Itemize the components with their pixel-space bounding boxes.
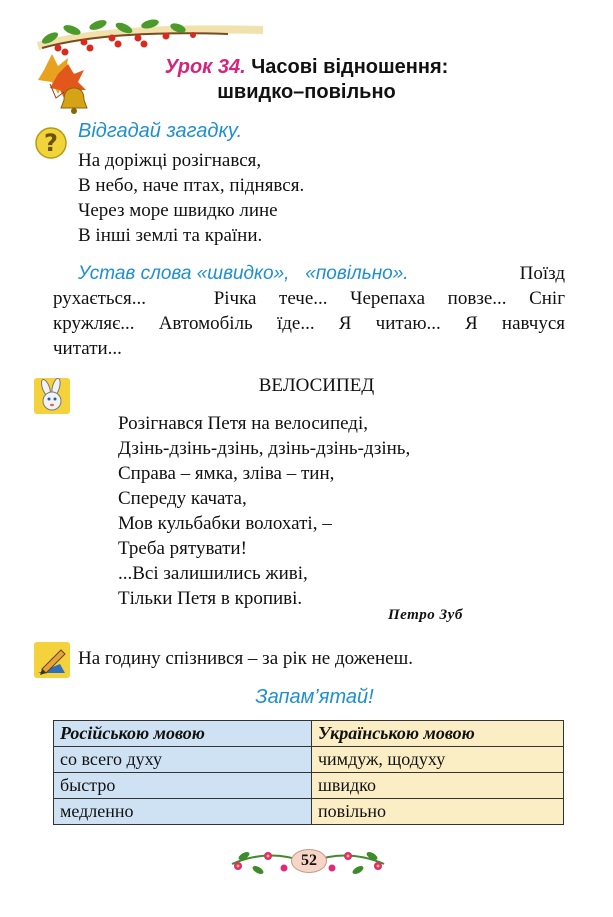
- lesson-title-line-1: [0, 56, 613, 79]
- translation-table: [53, 720, 564, 825]
- riddle-line: В інші землі та країни.: [78, 225, 263, 246]
- poem-line: Спереду качата,: [118, 488, 247, 509]
- table-header-ukrainian: Українською мовою: [312, 721, 564, 747]
- riddle-instruction: Відгадай загадку.: [78, 120, 243, 142]
- table-cell-russian: медленно: [54, 799, 312, 825]
- poem-line: Дзінь-дзінь-дзінь, дзінь-дзінь-дзінь,: [118, 438, 411, 459]
- riddle-text: [78, 148, 304, 248]
- poem-title: ВЕЛОСИПЕД: [258, 375, 375, 396]
- poem-line: Мов кульбабки волохаті, –: [118, 513, 332, 534]
- lesson-number: Урок 34.: [164, 56, 246, 78]
- pencil-icon: [34, 642, 70, 678]
- poem-line: Тільки Петя в кропиві.: [118, 588, 303, 609]
- table-cell-ukrainian: чимдуж, щодуху: [312, 747, 564, 773]
- table-cell-ukrainian: швидко: [312, 773, 564, 799]
- table-row: [54, 799, 564, 825]
- poem-line: ...Всі залишились живі,: [118, 563, 308, 584]
- lesson-title-line-2: швидко–повільно: [217, 81, 396, 103]
- exercise-text: Поїзд: [519, 263, 565, 284]
- poem-text: [118, 411, 410, 611]
- poem-author: Петро Зуб: [388, 607, 463, 623]
- riddle-line: На доріжці розігнався,: [78, 150, 262, 171]
- table-header-russian: Російською мовою: [54, 721, 312, 747]
- svg-text:?: ?: [44, 129, 58, 157]
- poem-line: Справа – ямка, зліва – тин,: [118, 463, 335, 484]
- poem-line: Розігнався Петя на велосипеді,: [118, 413, 368, 434]
- remember-label: Запам’ятай!: [255, 686, 374, 708]
- table-row: [54, 773, 564, 799]
- table-header-row: [54, 721, 564, 747]
- poem-line: Треба рятувати!: [118, 538, 247, 559]
- riddle-line: В небо, наче птах, піднявся.: [78, 175, 305, 196]
- exercise-line-3: кружляє... Автомобіль їде... Я читаю... Я навчуся: [53, 313, 565, 334]
- exercise-line-2: рухається... Річка тече... Черепаха повзе... Сніг: [53, 288, 565, 309]
- exercise-block: [53, 261, 565, 361]
- table-row: [54, 747, 564, 773]
- exercise-line-1: [53, 261, 565, 286]
- riddle-line: Через море швидко лине: [78, 200, 278, 221]
- page-number: 52: [291, 849, 327, 873]
- proverb-text: На годину спізнився – за рік не доженеш.: [78, 648, 413, 669]
- table-cell-russian: со всего духу: [54, 747, 312, 773]
- exercise-line-4: читати...: [53, 338, 122, 359]
- exercise-instruction: Устав слова «швидко», «повільно».: [78, 263, 409, 284]
- lesson-topic: Часові відношення:: [251, 56, 449, 78]
- table-cell-russian: быстро: [54, 773, 312, 799]
- table-cell-ukrainian: повільно: [312, 799, 564, 825]
- question-mark-icon: [34, 126, 68, 160]
